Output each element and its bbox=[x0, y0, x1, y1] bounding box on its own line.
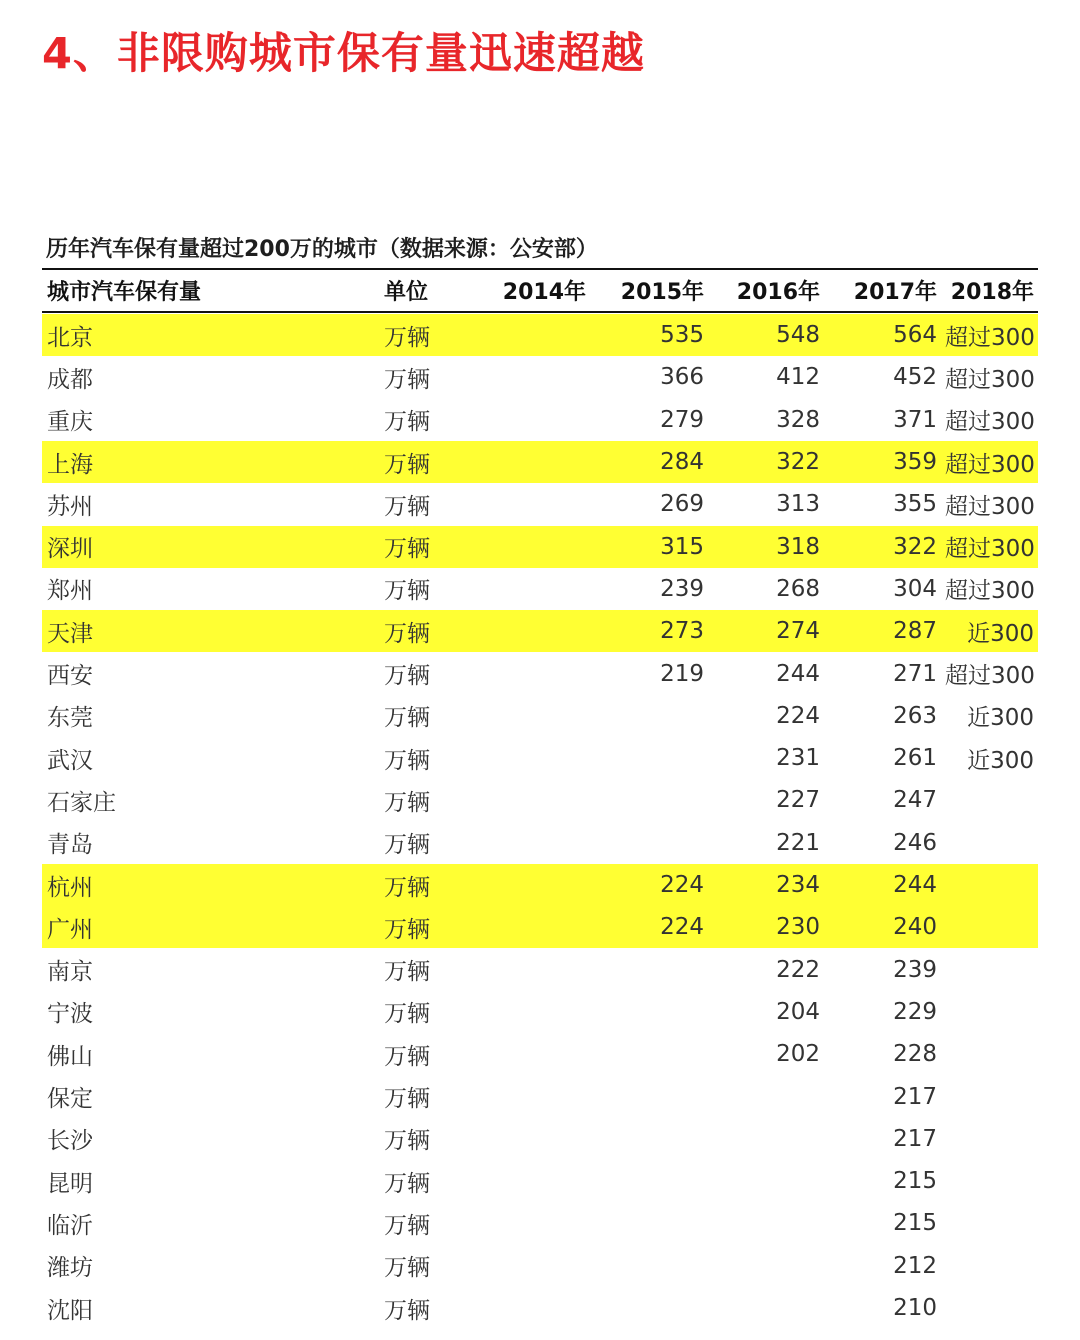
header-2016: 2016年 bbox=[736, 280, 820, 305]
table-row bbox=[42, 483, 1038, 525]
value-2015-cell: 224 bbox=[660, 872, 704, 899]
unit-cell: 万辆 bbox=[384, 959, 430, 986]
unit-cell: 万辆 bbox=[384, 620, 430, 647]
value-2016-cell: 322 bbox=[776, 449, 820, 476]
table-row bbox=[42, 864, 1038, 906]
city-cell: 长沙 bbox=[47, 1128, 93, 1155]
city-cell: 石家庄 bbox=[47, 789, 116, 816]
value-2015-cell: 269 bbox=[660, 491, 704, 518]
table-row bbox=[42, 568, 1038, 610]
table-header-row bbox=[42, 270, 1038, 311]
value-2017-cell: 215 bbox=[893, 1210, 937, 1237]
value-2017-cell: 261 bbox=[893, 745, 937, 772]
value-2016-cell: 221 bbox=[776, 829, 820, 856]
unit-cell: 万辆 bbox=[384, 916, 430, 943]
unit-cell: 万辆 bbox=[384, 1086, 430, 1113]
value-2015-cell: 366 bbox=[660, 364, 704, 391]
value-2018-cell: 超过300 bbox=[945, 663, 1035, 690]
header-2015: 2015年 bbox=[620, 280, 704, 305]
value-2016-cell: 222 bbox=[776, 956, 820, 983]
unit-cell: 万辆 bbox=[384, 578, 430, 605]
value-2017-cell: 240 bbox=[893, 914, 937, 941]
value-2016-cell: 234 bbox=[776, 872, 820, 899]
value-2016-cell: 202 bbox=[776, 1041, 820, 1068]
city-cell: 南京 bbox=[47, 959, 93, 986]
value-2017-cell: 229 bbox=[893, 998, 937, 1025]
city-cell: 深圳 bbox=[47, 536, 93, 563]
table-header-rule bbox=[42, 311, 1038, 313]
table-row bbox=[42, 991, 1038, 1033]
value-2017-cell: 239 bbox=[893, 956, 937, 983]
table-row bbox=[42, 610, 1038, 652]
unit-cell: 万辆 bbox=[384, 324, 430, 351]
unit-cell: 万辆 bbox=[384, 663, 430, 690]
unit-cell: 万辆 bbox=[384, 493, 430, 520]
city-cell: 武汉 bbox=[47, 747, 93, 774]
value-2015-cell: 284 bbox=[660, 449, 704, 476]
value-2015-cell: 315 bbox=[660, 533, 704, 560]
value-2017-cell: 287 bbox=[893, 618, 937, 645]
table-row bbox=[42, 949, 1038, 991]
city-cell: 保定 bbox=[47, 1086, 93, 1113]
value-2018-cell: 超过300 bbox=[945, 451, 1035, 478]
unit-cell: 万辆 bbox=[384, 1170, 430, 1197]
table-row bbox=[42, 1245, 1038, 1287]
unit-cell: 万辆 bbox=[384, 789, 430, 816]
value-2015-cell: 273 bbox=[660, 618, 704, 645]
unit-cell: 万辆 bbox=[384, 1001, 430, 1028]
unit-cell: 万辆 bbox=[384, 874, 430, 901]
header-unit: 单位 bbox=[384, 280, 429, 305]
value-2015-cell: 279 bbox=[660, 406, 704, 433]
table-row bbox=[42, 1033, 1038, 1075]
value-2017-cell: 371 bbox=[893, 406, 937, 433]
value-2015-cell: 535 bbox=[660, 322, 704, 349]
value-2016-cell: 268 bbox=[776, 575, 820, 602]
page-heading: 4、非限购城市保有量迅速超越 bbox=[42, 29, 645, 79]
unit-cell: 万辆 bbox=[384, 1043, 430, 1070]
value-2016-cell: 227 bbox=[776, 787, 820, 814]
unit-cell: 万辆 bbox=[384, 1128, 430, 1155]
city-cell: 重庆 bbox=[47, 409, 93, 436]
value-2017-cell: 452 bbox=[893, 364, 937, 391]
city-cell: 广州 bbox=[47, 916, 93, 943]
city-cell: 昆明 bbox=[47, 1170, 93, 1197]
value-2016-cell: 412 bbox=[776, 364, 820, 391]
value-2017-cell: 322 bbox=[893, 533, 937, 560]
value-2016-cell: 313 bbox=[776, 491, 820, 518]
value-2018-cell: 近300 bbox=[967, 747, 1034, 774]
city-cell: 郑州 bbox=[47, 578, 93, 605]
table-row bbox=[42, 1160, 1038, 1202]
city-cell: 沈阳 bbox=[47, 1297, 93, 1324]
unit-cell: 万辆 bbox=[384, 409, 430, 436]
header-2018: 2018年 bbox=[950, 280, 1034, 305]
value-2018-cell: 近300 bbox=[967, 620, 1034, 647]
value-2018-cell: 近300 bbox=[967, 705, 1034, 732]
unit-cell: 万辆 bbox=[384, 451, 430, 478]
city-cell: 杭州 bbox=[47, 874, 93, 901]
table-row bbox=[42, 356, 1038, 398]
city-cell: 成都 bbox=[47, 366, 93, 393]
unit-cell: 万辆 bbox=[384, 536, 430, 563]
value-2017-cell: 212 bbox=[893, 1252, 937, 1279]
unit-cell: 万辆 bbox=[384, 747, 430, 774]
value-2018-cell: 超过300 bbox=[945, 366, 1035, 393]
unit-cell: 万辆 bbox=[384, 705, 430, 732]
table-row bbox=[42, 399, 1038, 441]
unit-cell: 万辆 bbox=[384, 1255, 430, 1282]
table-row bbox=[42, 1075, 1038, 1117]
header-city: 城市汽车保有量 bbox=[47, 280, 202, 305]
value-2015-cell: 239 bbox=[660, 575, 704, 602]
city-cell: 佛山 bbox=[47, 1043, 93, 1070]
city-cell: 潍坊 bbox=[47, 1255, 93, 1282]
value-2018-cell: 超过300 bbox=[945, 578, 1035, 605]
value-2017-cell: 247 bbox=[893, 787, 937, 814]
value-2017-cell: 210 bbox=[893, 1295, 937, 1322]
value-2017-cell: 263 bbox=[893, 702, 937, 729]
table-row bbox=[42, 441, 1038, 483]
table-row bbox=[42, 526, 1038, 568]
value-2018-cell: 超过300 bbox=[945, 409, 1035, 436]
city-cell: 天津 bbox=[47, 620, 93, 647]
table-row bbox=[42, 1287, 1038, 1329]
table-row bbox=[42, 737, 1038, 779]
unit-cell: 万辆 bbox=[384, 1297, 430, 1324]
value-2016-cell: 548 bbox=[776, 322, 820, 349]
city-cell: 上海 bbox=[47, 451, 93, 478]
table-row bbox=[42, 652, 1038, 694]
value-2016-cell: 230 bbox=[776, 914, 820, 941]
value-2016-cell: 224 bbox=[776, 702, 820, 729]
city-cell: 青岛 bbox=[47, 832, 93, 859]
table-row bbox=[42, 314, 1038, 356]
value-2018-cell: 超过300 bbox=[945, 536, 1035, 563]
city-cell: 北京 bbox=[47, 324, 93, 351]
value-2017-cell: 215 bbox=[893, 1168, 937, 1195]
city-cell: 临沂 bbox=[47, 1212, 93, 1239]
table-caption: 历年汽车保有量超过200万的城市（数据来源：公安部） bbox=[46, 237, 598, 262]
value-2017-cell: 217 bbox=[893, 1125, 937, 1152]
value-2017-cell: 304 bbox=[893, 575, 937, 602]
value-2017-cell: 217 bbox=[893, 1083, 937, 1110]
city-cell: 苏州 bbox=[47, 493, 93, 520]
value-2017-cell: 564 bbox=[893, 322, 937, 349]
value-2017-cell: 271 bbox=[893, 660, 937, 687]
city-cell: 西安 bbox=[47, 663, 93, 690]
value-2016-cell: 274 bbox=[776, 618, 820, 645]
header-2017: 2017年 bbox=[853, 280, 937, 305]
value-2015-cell: 224 bbox=[660, 914, 704, 941]
unit-cell: 万辆 bbox=[384, 1212, 430, 1239]
value-2017-cell: 244 bbox=[893, 872, 937, 899]
table-row bbox=[42, 779, 1038, 821]
table-row bbox=[42, 1202, 1038, 1244]
value-2017-cell: 246 bbox=[893, 829, 937, 856]
table-row bbox=[42, 822, 1038, 864]
value-2016-cell: 204 bbox=[776, 998, 820, 1025]
city-cell: 宁波 bbox=[47, 1001, 93, 1028]
table-row bbox=[42, 695, 1038, 737]
value-2015-cell: 219 bbox=[660, 660, 704, 687]
unit-cell: 万辆 bbox=[384, 832, 430, 859]
table-row bbox=[42, 906, 1038, 948]
city-cell: 东莞 bbox=[47, 705, 93, 732]
unit-cell: 万辆 bbox=[384, 366, 430, 393]
value-2016-cell: 231 bbox=[776, 745, 820, 772]
table-row bbox=[42, 1118, 1038, 1160]
value-2016-cell: 328 bbox=[776, 406, 820, 433]
value-2018-cell: 超过300 bbox=[945, 324, 1035, 351]
value-2016-cell: 318 bbox=[776, 533, 820, 560]
header-2014: 2014年 bbox=[502, 280, 586, 305]
value-2017-cell: 228 bbox=[893, 1041, 937, 1068]
value-2018-cell: 超过300 bbox=[945, 493, 1035, 520]
value-2017-cell: 355 bbox=[893, 491, 937, 518]
value-2016-cell: 244 bbox=[776, 660, 820, 687]
value-2017-cell: 359 bbox=[893, 449, 937, 476]
